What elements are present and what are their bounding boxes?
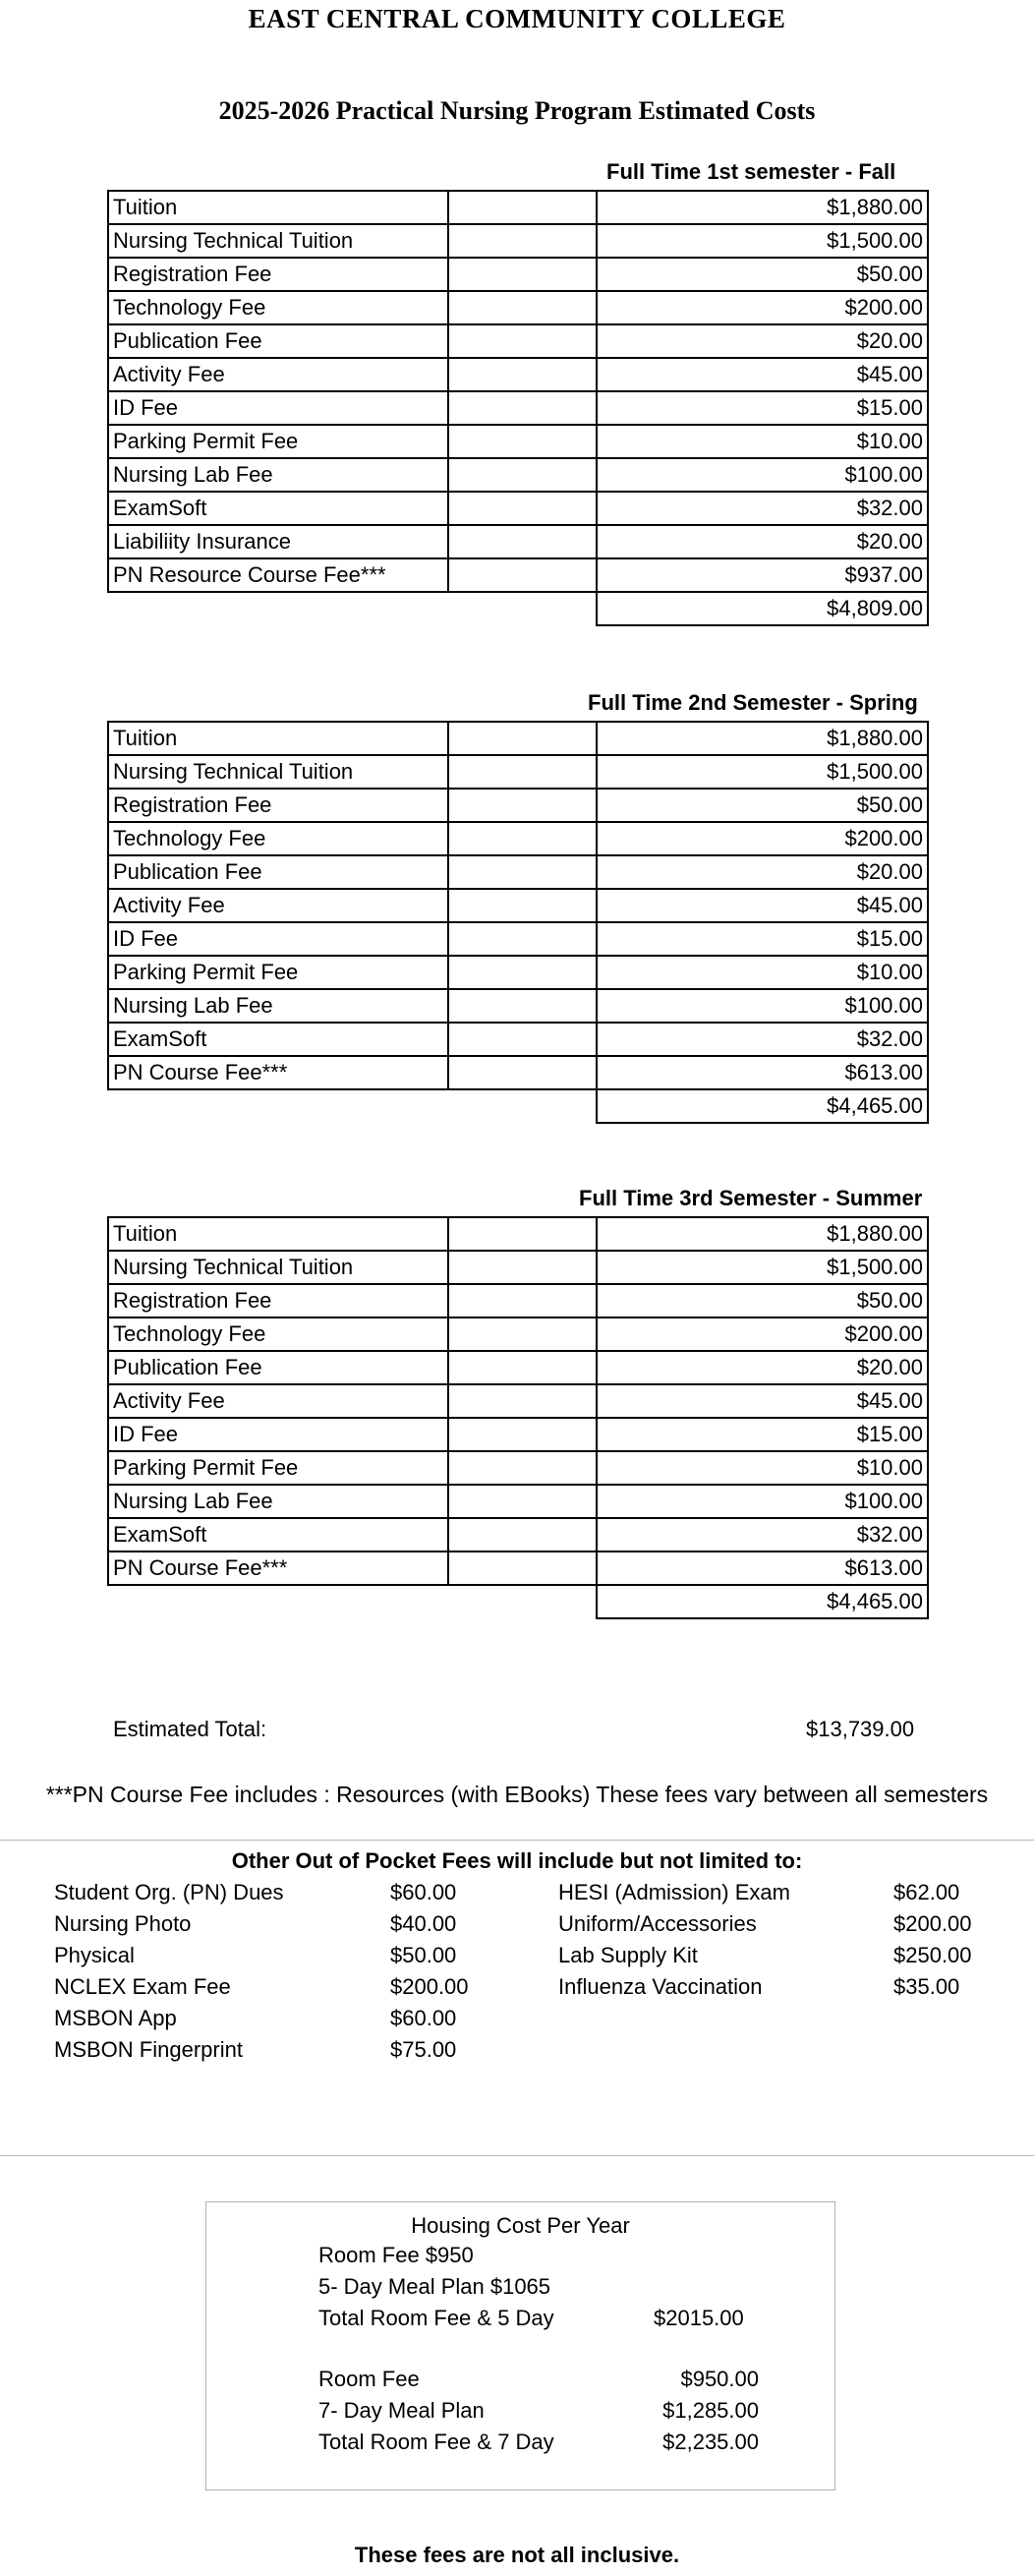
other-fee-name: Uniform/Accessories (558, 1911, 757, 1936)
fee-name: PN Course Fee*** (108, 1551, 448, 1585)
fee-name: Parking Permit Fee (108, 425, 448, 458)
empty-cell (448, 1518, 597, 1551)
semester-3-title: Full Time 3rd Semester - Summer (579, 1186, 923, 1210)
fee-row (108, 755, 928, 789)
other-fee-amount: $200.00 (893, 1911, 972, 1936)
empty-cell (448, 1251, 597, 1284)
fee-amount: $50.00 (597, 258, 928, 291)
fee-row (108, 391, 928, 425)
fee-row (108, 1251, 928, 1284)
semester-total: $4,465.00 (597, 1089, 928, 1123)
fee-row (108, 258, 928, 291)
empty-cell (448, 1351, 597, 1384)
housing-total7-amount: $2,235.00 (662, 2430, 759, 2454)
fee-row (108, 1485, 928, 1518)
fee-name: Nursing Technical Tuition (108, 1251, 448, 1284)
other-fee-name: Student Org. (PN) Dues (54, 1880, 284, 1904)
fee-name: Nursing Lab Fee (108, 989, 448, 1023)
fee-name: ExamSoft (108, 1023, 448, 1056)
fee-amount: $613.00 (597, 1551, 928, 1585)
estimated-total-amount: $13,739.00 (806, 1717, 915, 1741)
other-fee-name: Physical (54, 1943, 135, 1967)
divider-bottom (0, 2155, 1034, 2156)
semester-2-title: Full Time 2nd Semester - Spring (588, 690, 918, 715)
fee-name: Parking Permit Fee (108, 1451, 448, 1485)
fee-row (108, 789, 928, 822)
semester-3-table (107, 1216, 929, 1619)
fee-row (108, 1384, 928, 1418)
semester-total-row (108, 1585, 928, 1618)
empty-cell (448, 755, 597, 789)
empty-cell (448, 1485, 597, 1518)
semester-total: $4,809.00 (597, 592, 928, 625)
housing-box (205, 2201, 835, 2490)
fee-amount: $50.00 (597, 789, 928, 822)
empty-cell (448, 425, 597, 458)
fee-row (108, 956, 928, 989)
empty-cell (448, 1284, 597, 1317)
fee-amount: $32.00 (597, 492, 928, 525)
empty-cell (448, 191, 597, 224)
other-fee-amount: $50.00 (390, 1943, 457, 1967)
other-fee-name: Influenza Vaccination (558, 1974, 763, 1999)
document-title: 2025-2026 Practical Nursing Program Estimated Costs (218, 96, 816, 125)
fee-row (108, 1284, 928, 1317)
fee-amount: $100.00 (597, 458, 928, 492)
fee-row (108, 291, 928, 324)
other-fee-name: Lab Supply Kit (558, 1943, 698, 1967)
fee-name: Nursing Lab Fee (108, 1485, 448, 1518)
fee-amount: $1,500.00 (597, 224, 928, 258)
fee-name: Registration Fee (108, 1284, 448, 1317)
fee-row (108, 1023, 928, 1056)
fee-amount: $613.00 (597, 1056, 928, 1089)
other-fee-amount: $62.00 (893, 1880, 960, 1904)
empty-cell (448, 525, 597, 558)
fee-name: Activity Fee (108, 358, 448, 391)
empty-cell (448, 224, 597, 258)
housing-total5-label: Total Room Fee & 5 Day (318, 2306, 554, 2330)
fee-row (108, 525, 928, 558)
fee-amount: $1,880.00 (597, 1217, 928, 1251)
fee-row (108, 822, 928, 855)
blank-cell (448, 1089, 597, 1123)
fee-amount: $45.00 (597, 358, 928, 391)
blank-cell (448, 592, 597, 625)
other-fee-name: MSBON Fingerprint (54, 2037, 243, 2062)
fee-amount: $15.00 (597, 391, 928, 425)
other-fee-amount: $250.00 (893, 1943, 972, 1967)
empty-cell (448, 855, 597, 889)
fee-amount: $50.00 (597, 1284, 928, 1317)
fee-name: Tuition (108, 191, 448, 224)
fee-amount: $15.00 (597, 1418, 928, 1451)
fee-row (108, 1217, 928, 1251)
fee-name: ID Fee (108, 391, 448, 425)
fee-amount: $20.00 (597, 855, 928, 889)
fee-row (108, 191, 928, 224)
empty-cell (448, 324, 597, 358)
fee-amount: $20.00 (597, 324, 928, 358)
fee-row (108, 1056, 928, 1089)
fee-name: Parking Permit Fee (108, 956, 448, 989)
fee-name: PN Resource Course Fee*** (108, 558, 448, 592)
college-name: EAST CENTRAL COMMUNITY COLLEGE (248, 4, 786, 33)
fee-row (108, 1518, 928, 1551)
empty-cell (448, 1023, 597, 1056)
other-fee-name: HESI (Admission) Exam (558, 1880, 790, 1904)
fee-row (108, 1317, 928, 1351)
blank-cell (108, 592, 448, 625)
blank-cell (448, 1585, 597, 1618)
empty-cell (448, 722, 597, 755)
fee-amount: $1,500.00 (597, 1251, 928, 1284)
fee-name: Technology Fee (108, 1317, 448, 1351)
empty-cell (448, 492, 597, 525)
fee-name: Publication Fee (108, 324, 448, 358)
housing-title: Housing Cost Per Year (411, 2213, 630, 2238)
empty-cell (448, 458, 597, 492)
housing-total5-amount: $2015.00 (654, 2306, 744, 2330)
empty-cell (448, 558, 597, 592)
fee-amount: $937.00 (597, 558, 928, 592)
empty-cell (448, 822, 597, 855)
fee-row (108, 224, 928, 258)
fee-name: Nursing Technical Tuition (108, 755, 448, 789)
fee-row (108, 989, 928, 1023)
empty-cell (448, 922, 597, 956)
fee-row (108, 922, 928, 956)
blank-cell (108, 1585, 448, 1618)
fee-row (108, 855, 928, 889)
fee-amount: $45.00 (597, 1384, 928, 1418)
fee-amount: $20.00 (597, 525, 928, 558)
empty-cell (448, 1384, 597, 1418)
empty-cell (448, 889, 597, 922)
fee-amount: $32.00 (597, 1023, 928, 1056)
empty-cell (448, 989, 597, 1023)
fee-row (108, 1451, 928, 1485)
fee-amount: $100.00 (597, 1485, 928, 1518)
fee-row (108, 1551, 928, 1585)
fee-name: Technology Fee (108, 291, 448, 324)
semester-1-table (107, 190, 929, 626)
fee-name: Nursing Lab Fee (108, 458, 448, 492)
housing-meal7-amount: $1,285.00 (662, 2398, 759, 2423)
fee-amount: $15.00 (597, 922, 928, 956)
fee-amount: $32.00 (597, 1518, 928, 1551)
fee-row (108, 1351, 928, 1384)
fee-amount: $45.00 (597, 889, 928, 922)
other-fee-name: NCLEX Exam Fee (54, 1974, 231, 1999)
fee-name: ID Fee (108, 922, 448, 956)
housing-meal7-label: 7- Day Meal Plan (318, 2398, 485, 2423)
fee-amount: $10.00 (597, 956, 928, 989)
empty-cell (448, 391, 597, 425)
fee-amount: $1,880.00 (597, 191, 928, 224)
semester-1-title: Full Time 1st semester - Fall (606, 159, 896, 184)
fee-amount: $10.00 (597, 1451, 928, 1485)
housing-total7-label: Total Room Fee & 7 Day (318, 2430, 554, 2454)
empty-cell (448, 956, 597, 989)
other-fee-amount: $200.00 (390, 1974, 469, 1999)
fee-amount: $1,880.00 (597, 722, 928, 755)
fee-name: ExamSoft (108, 1518, 448, 1551)
not-inclusive-note: These fees are not all inclusive. (354, 2543, 680, 2567)
fee-name: Publication Fee (108, 1351, 448, 1384)
fee-amount: $200.00 (597, 1317, 928, 1351)
empty-cell (448, 258, 597, 291)
housing-room-fee-label: Room Fee (318, 2367, 420, 2391)
semester-total-row (108, 592, 928, 625)
fee-name: Registration Fee (108, 258, 448, 291)
fee-name: ID Fee (108, 1418, 448, 1451)
housing-room-fee-amount: $950.00 (680, 2367, 759, 2391)
fee-row (108, 492, 928, 525)
fee-row (108, 558, 928, 592)
estimated-total-label: Estimated Total: (113, 1717, 267, 1741)
fee-name: PN Course Fee*** (108, 1056, 448, 1089)
blank-cell (108, 1089, 448, 1123)
other-fees-title: Other Out of Pocket Fees will include but not limited to: (231, 1848, 803, 1873)
fee-name: Activity Fee (108, 889, 448, 922)
empty-cell (448, 1418, 597, 1451)
fee-row (108, 1418, 928, 1451)
fee-amount: $10.00 (597, 425, 928, 458)
empty-cell (448, 1551, 597, 1585)
fee-row (108, 722, 928, 755)
fee-name: Registration Fee (108, 789, 448, 822)
other-fee-amount: $40.00 (390, 1911, 457, 1936)
fee-row (108, 358, 928, 391)
fee-amount: $20.00 (597, 1351, 928, 1384)
divider-top (0, 1840, 1034, 1841)
empty-cell (448, 1317, 597, 1351)
fee-name: ExamSoft (108, 492, 448, 525)
empty-cell (448, 1217, 597, 1251)
fee-amount: $200.00 (597, 822, 928, 855)
empty-cell (448, 789, 597, 822)
fee-name: Activity Fee (108, 1384, 448, 1418)
fee-amount: $1,500.00 (597, 755, 928, 789)
fee-amount: $100.00 (597, 989, 928, 1023)
other-fee-name: Nursing Photo (54, 1911, 192, 1936)
semester-total-row (108, 1089, 928, 1123)
empty-cell (448, 1056, 597, 1089)
housing-room-fee-line: Room Fee $950 (318, 2243, 474, 2267)
fee-name: Publication Fee (108, 855, 448, 889)
other-fee-amount: $60.00 (390, 1880, 457, 1904)
fee-row (108, 458, 928, 492)
fee-row (108, 425, 928, 458)
housing-meal5-line: 5- Day Meal Plan $1065 (318, 2274, 551, 2299)
fee-name: Tuition (108, 722, 448, 755)
other-fee-name: MSBON App (54, 2006, 177, 2030)
fee-row (108, 324, 928, 358)
fee-amount: $200.00 (597, 291, 928, 324)
empty-cell (448, 1451, 597, 1485)
semester-2-table (107, 721, 929, 1124)
course-fee-footnote: ***PN Course Fee includes : Resources (with EBooks) These fees vary between all semesters (45, 1782, 989, 1807)
fee-name: Liabiliity Insurance (108, 525, 448, 558)
fee-name: Tuition (108, 1217, 448, 1251)
fee-name: Technology Fee (108, 822, 448, 855)
fee-name: Nursing Technical Tuition (108, 224, 448, 258)
other-fee-amount: $35.00 (893, 1974, 960, 1999)
other-fee-amount: $60.00 (390, 2006, 457, 2030)
fee-row (108, 889, 928, 922)
empty-cell (448, 358, 597, 391)
semester-total: $4,465.00 (597, 1585, 928, 1618)
empty-cell (448, 291, 597, 324)
other-fee-amount: $75.00 (390, 2037, 457, 2062)
